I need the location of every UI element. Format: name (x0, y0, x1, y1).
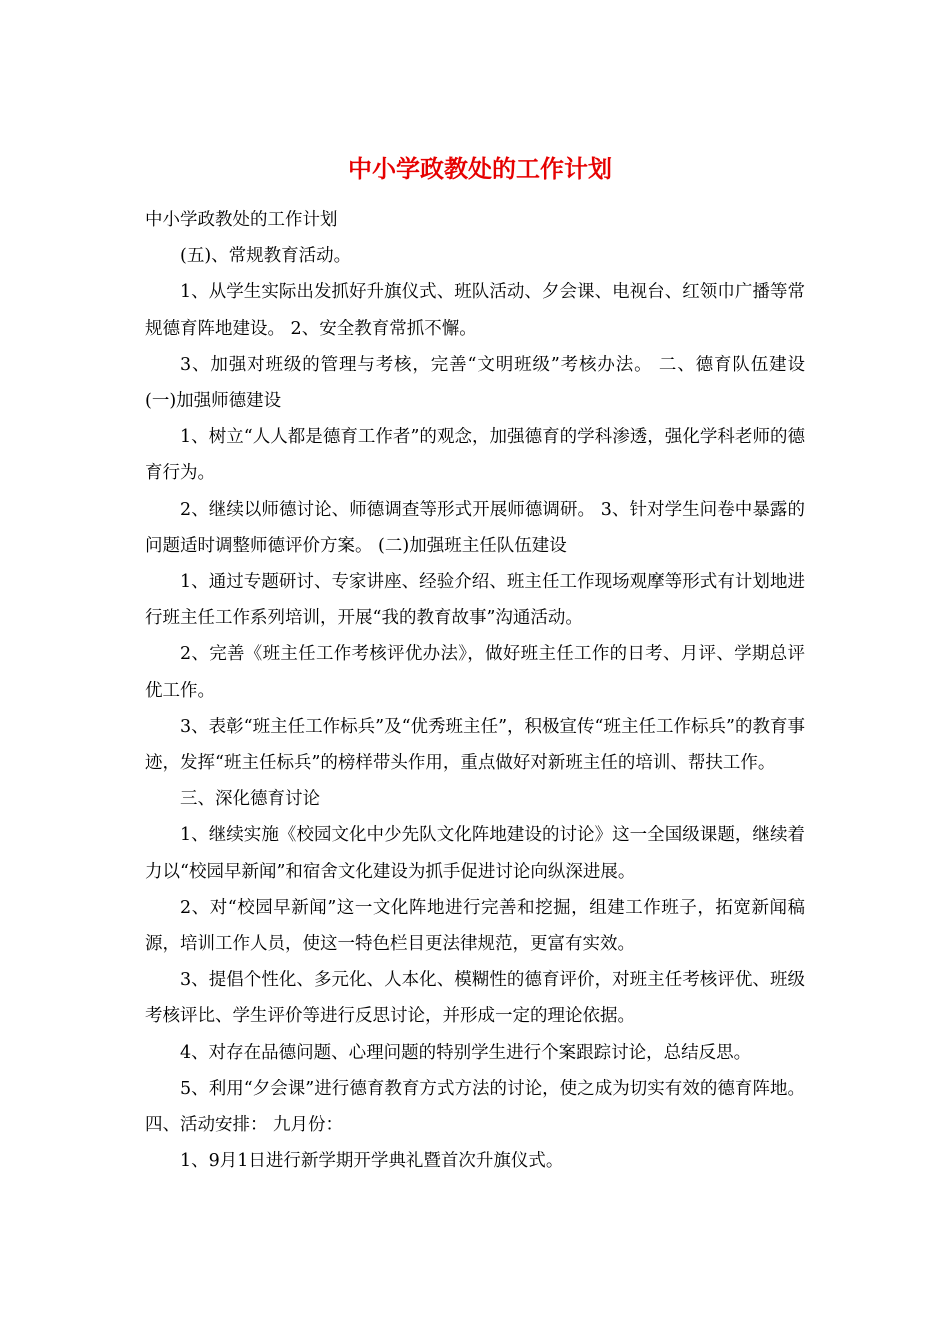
paragraph: 3、表彰“班主任工作标兵”及“优秀班主任”，积极宣传“班主任工作标兵”的教育事迹，发挥“班主任标兵”的榜样带头作用，重点做好对新班主任的培训、帮扶工作。 (145, 716, 805, 774)
paragraph: 2、完善《班主任工作考核评优办法》，做好班主任工作的日考、月评、学期总评优工作。 (145, 644, 805, 701)
paragraph: 1、继续实施《校园文化中少先队文化阵地建设的讨论》这一全国级课题，继续着力以“校园早新闻”和宿舍文化建设为抓手促进讨论向纵深进展。 (145, 825, 805, 882)
document-title: 中小学政教处的工作计划 (348, 154, 612, 183)
document-page (145, 148, 805, 1179)
paragraph: 1、9月1日进行新学期开学典礼暨首次升旗仪式。 (180, 1151, 564, 1172)
paragraph: (五)、常规教育活动。 (180, 246, 352, 267)
paragraph: 4、对存在品德问题、心理问题的特别学生进行个案跟踪讨论，总结反思。 (180, 1042, 752, 1063)
paragraph: 5、利用“夕会课”进行德育教育方式方法的讨论，使之成为切实有效的德育阵地。 四、活动安排： 九月份： (145, 1078, 805, 1136)
section-heading: 三、深化德育讨论 (180, 789, 320, 810)
paragraph: 1、树立“人人都是德育工作者”的观念，加强德育的学科渗透，强化学科老师的德育行为。 (145, 427, 805, 484)
paragraph: 2、对“校园早新闻”这一文化阵地进行完善和挖掘，组建工作班子，拓宽新闻稿源，培训工作人员，使这一特色栏目更法律规范，更富有实效。 (145, 897, 805, 955)
document-subtitle: 中小学政教处的工作计划 (145, 210, 338, 230)
paragraph: 1、通过专题研讨、专家讲座、经验介绍、班主任工作现场观摩等形式有计划地进行班主任工作系列培训，开展“我的教育故事”沟通活动。 (145, 572, 805, 629)
paragraph: 3、加强对班级的管理与考核，完善“文明班级”考核办法。 二、德育队伍建设 (一)加强师德建设 (145, 354, 805, 412)
paragraph: 3、提倡个性化、多元化、人本化、模糊性的德育评价，对班主任考核评优、班级考核评比、学生评价等进行反思讨论，并形成一定的理论依据。 (145, 970, 805, 1027)
paragraph: 2、继续以师德讨论、师德调查等形式开展师德调研。 3、针对学生问卷中暴露的问题适时调整师德评价方案。 (二)加强班主任队伍建设 (145, 499, 805, 556)
paragraph: 1、从学生实际出发抓好升旗仪式、班队活动、夕会课、电视台、红领巾广播等常规德育阵地建设。 2、安全教育常抓不懈。 (145, 282, 805, 339)
